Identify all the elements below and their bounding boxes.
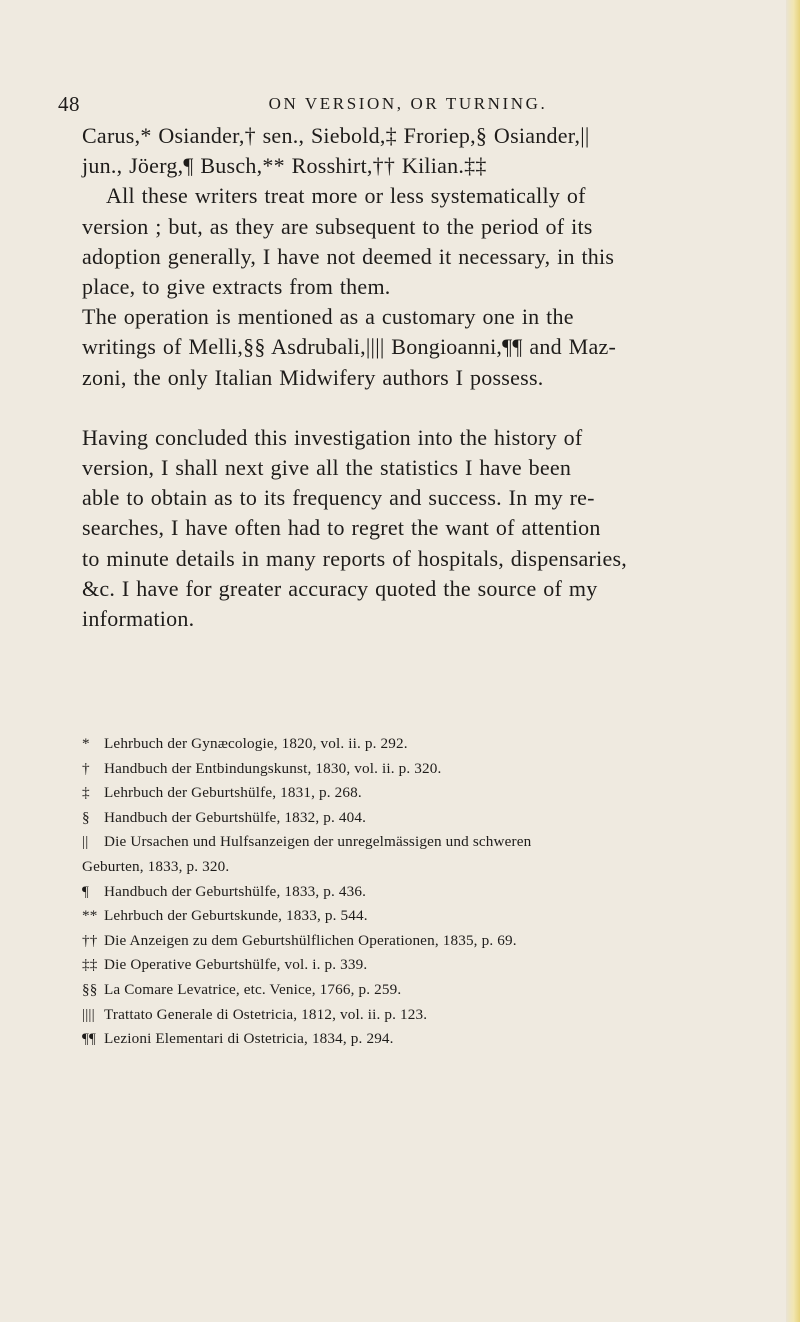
- footnote: [82, 978, 744, 1003]
- text-line: adoption generally, I have not deemed it necessary, in this: [82, 243, 615, 269]
- body-text: [82, 121, 740, 634]
- paragraph-authors-list: [82, 121, 740, 181]
- text-line: Carus,* Osiander,† sen., Siebold,‡ Froriep,§ Osiander,||: [82, 123, 590, 148]
- text-line: Having concluded this investigation into the history of: [82, 424, 583, 450]
- text-line: version, I shall next give all the statistics I have been: [82, 455, 572, 481]
- footnote: [82, 1003, 744, 1028]
- text-line: &c. I have for greater accuracy quoted the source of my: [82, 575, 598, 601]
- running-title: ON VERSION, OR TURNING.: [268, 94, 548, 113]
- paragraph-gap: [82, 393, 740, 423]
- text-line: version ; but, as they are subsequent to the period of its: [82, 213, 593, 239]
- footnote-mark: ||||: [82, 1005, 95, 1023]
- paragraph-systematic-writers: [82, 181, 740, 302]
- paragraph-statistics-intro: [82, 423, 740, 634]
- footnote-continuation: Geburten, 1833, p. 320.: [82, 857, 230, 875]
- text-line: All these writers treat more or less systematically of: [106, 183, 586, 209]
- footnote-text: Die Operative Geburtshülfe, vol. i. p. 339.: [104, 956, 368, 974]
- text-line: jun., Jöerg,¶ Busch,** Rosshirt,†† Kilian.‡‡: [82, 153, 487, 179]
- footnotes: [82, 732, 744, 1052]
- page-number: 48: [58, 92, 80, 116]
- footnote-text: Lezioni Elementari di Ostetricia, 1834, p. 294.: [104, 1030, 394, 1048]
- footnote-mark: ¶: [82, 882, 90, 900]
- footnote-mark: †: [82, 759, 90, 777]
- footnote: [82, 757, 744, 782]
- footnote-text: Handbuch der Geburtshülfe, 1833, p. 436.: [104, 882, 367, 900]
- footnote-text: Lehrbuch der Geburtshülfe, 1831, p. 268.: [104, 784, 362, 802]
- paragraph-italian-authors: [82, 302, 740, 393]
- footnote-mark: ††: [82, 931, 98, 949]
- footnote-text: Lehrbuch der Geburtskunde, 1833, p. 544.: [104, 907, 368, 925]
- footnote: [82, 781, 744, 806]
- footnote-mark: **: [82, 907, 98, 925]
- text-line: searches, I have often had to regret the want of attention: [82, 515, 601, 541]
- footnote-mark: §: [82, 808, 90, 826]
- footnote-text: Die Ursachen und Hulfsanzeigen der unregelmässigen und schweren: [104, 833, 532, 851]
- page-edge: [786, 0, 800, 1322]
- text-line: writings of Melli,§§ Asdrubali,|||| Bongioanni,¶¶ and Maz-: [82, 334, 617, 360]
- footnote-text: Lehrbuch der Gynæcologie, 1820, vol. ii. p. 292.: [104, 735, 408, 752]
- footnote: [82, 732, 744, 757]
- footnote-mark: ‡‡: [82, 956, 98, 974]
- text-line: information.: [82, 606, 195, 632]
- page-header: [58, 92, 758, 118]
- text-line: able to obtain as to its frequency and success. In my re-: [82, 485, 595, 511]
- footnote: [82, 880, 744, 905]
- footnote-mark: ‡: [82, 784, 90, 802]
- footnote-text: Die Anzeigen zu dem Geburtshülflichen Operationen, 1835, p. 69.: [104, 931, 517, 949]
- text-line: to minute details in many reports of hospitals, dispensaries,: [82, 545, 628, 571]
- footnote-mark: *: [82, 735, 90, 752]
- footnote: [82, 953, 744, 978]
- footnote-text: La Comare Levatrice, etc. Venice, 1766, p. 259.: [104, 980, 402, 998]
- text-line: zoni, the only Italian Midwifery authors I possess.: [82, 364, 544, 390]
- footnote-mark: §§: [82, 980, 98, 998]
- text-line: place, to give extracts from them.: [82, 274, 391, 300]
- footnote-text: Handbuch der Entbindungskunst, 1830, vol. ii. p. 320.: [104, 759, 442, 777]
- footnote-mark: ¶¶: [82, 1030, 97, 1048]
- footnote-text: Trattato Generale di Ostetricia, 1812, vol. ii. p. 123.: [104, 1005, 428, 1023]
- footnote: [82, 1027, 744, 1052]
- footnote-text: Handbuch der Geburtshülfe, 1832, p. 404.: [104, 808, 367, 826]
- footnote-mark: ||: [82, 833, 89, 851]
- footnote: [82, 806, 744, 831]
- footnote: [82, 904, 744, 929]
- text-line: The operation is mentioned as a customary one in the: [82, 304, 574, 330]
- footnote: [82, 929, 744, 954]
- footnote: [82, 830, 744, 879]
